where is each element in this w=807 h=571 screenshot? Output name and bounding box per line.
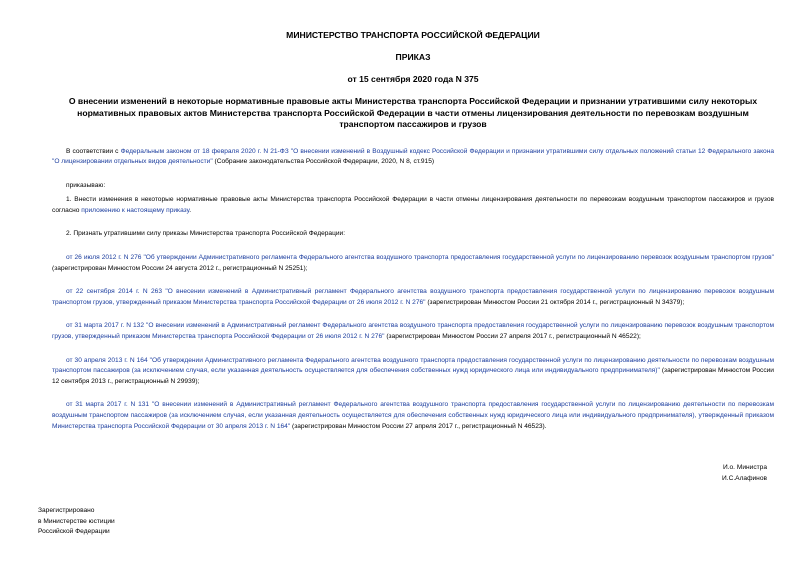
doc-type-heading: ПРИКАЗ (395, 52, 431, 62)
repealed-act-1-link[interactable]: от 26 июля 2012 г. N 276 "Об утверждении Административного регламента Федерального агентства воздушного транспорта предоставления государственной услуги по лицензированию перевозок воздушным транспортом грузов" (66, 254, 774, 262)
document-title: О внесении изменений в некоторые нормативные правовые акты Министерства транспорта Российской Федерации и признании утратившими силу некоторых нормативных правовых актов Министерства транспорта Российской Федерации в части отмены лицензирования деятельности по перевозкам воздушным транспортом пассажиров и грузов (68, 96, 758, 129)
repealed-act-5-registration: (зарегистрирован Минюстом России 27 апреля 2017 г., регистрационный N 46523). (290, 422, 547, 430)
repealed-act-2 (52, 287, 774, 308)
item-1-end: . (189, 206, 192, 214)
ministry-heading: МИНИСТЕРСТВО ТРАНСПОРТА РОССИЙСКОЙ ФЕДЕРАЦИИ (286, 30, 540, 40)
registration-line-3: Российской Федерации (38, 528, 110, 535)
preamble-paragraph (52, 147, 774, 168)
signature-position: И.о. Министра (722, 464, 767, 471)
signature-block (722, 463, 767, 484)
appendix-link[interactable]: приложению к настоящему приказу (81, 206, 190, 214)
item-1-text: 1. Внести изменения в некоторые нормативные правовые акты Министерства транспорта Российской Федерации в части отмены лицензирования деятельности по перевозкам воздушным транспортом пассажиров и грузов согласно (52, 196, 774, 214)
repealed-act-3-registration: (зарегистрирован Минюстом России 27 апреля 2017 г., регистрационный N 46522); (384, 333, 641, 341)
repealed-act-3 (52, 321, 774, 342)
repealed-act-1-registration: (зарегистрирован Минюстом России 24 августа 2012 г., регистрационный N 25251); (52, 264, 308, 272)
order-word: приказываю: (66, 181, 106, 189)
repealed-act-2-registration: (зарегистрирован Минюстом России 21 октября 2014 г., регистрационный N 34379); (425, 298, 685, 306)
item-2-paragraph: 2. Признать утратившими силу приказы Министерства транспорта Российской Федерации: (66, 230, 346, 238)
document-page (52, 30, 774, 432)
registration-line-2: в Министерстве юстиции (38, 517, 115, 525)
preamble-text-start: В соответствии с (66, 147, 121, 155)
repealed-act-5 (52, 400, 774, 432)
repealed-act-2-link[interactable]: от 22 сентября 2014 г. N 263 "О внесении изменений в Административный регламент Федерального агентства воздушного транспорта предоставления государственной услуги по лицензированию перевозок воздушным транспортом грузов, утвержденный приказом Министерства транспорта Российской Федерации от 26 июля 2012 г. N 276" (52, 288, 774, 306)
repealed-act-5-link[interactable]: от 31 марта 2017 г. N 131 "О внесении изменений в Административный регламент Федерального агентства воздушного транспорта предоставления государственной услуги по лицензированию деятельности по перевозкам воздушным транспортом пассажиров (за исключением случая, если указанная деятельность осуществляется для обеспечения собственных нужд юридического лица или индивидуального предпринимателя), утвержденный приказом Министерства транспорта Российской Федерации от 30 апреля 2013 г. N 164" (52, 401, 774, 430)
item-1-paragraph (52, 195, 774, 216)
signature-name: И.С.Алафинов (722, 474, 767, 482)
repealed-act-1 (52, 253, 774, 274)
preamble-text-end: (Собрание законодательства Российской Федерации, 2020, N 8, ст.915) (212, 158, 435, 166)
repealed-act-3-link[interactable]: от 31 марта 2017 г. N 132 "О внесении изменений в Административный регламент Федерального агентства воздушного транспорта предоставления государственной услуги по лицензированию перевозок воздушным транспортом грузов, утвержденный приказом Министерства транспорта Российской Федерации от 26 июля 2012 г. N 276" (52, 322, 774, 341)
repealed-act-4-link[interactable]: от 30 апреля 2013 г. N 164 "Об утверждении Административного регламента Федерального агентства воздушного транспорта предоставления государственной услуги по лицензированию деятельности по перевозкам воздушным транспортом пассажиров (за исключением случая, если указанная деятельность осуществляется для обеспечения собственных нужд юридического лица или индивидуального предпринимателя)" (52, 356, 774, 375)
repealed-act-4-registration: (зарегистрирован Минюстом России 12 сентября 2013 г., регистрационный N 29939); (52, 367, 774, 385)
repealed-act-4 (52, 356, 774, 388)
registration-line-1: Зарегистрировано (38, 507, 95, 514)
registration-block (38, 506, 115, 538)
date-number-heading: от 15 сентября 2020 года N 375 (347, 74, 479, 84)
federal-law-link[interactable]: Федеральным законом от 18 февраля 2020 г. N 21-ФЗ "О внесении изменений в Воздушный кодекс Российской Федерации и признании утратившими силу отдельных положений статьи 12 Федерального закона "О лицензировании отдельных видов деятельности" (52, 147, 775, 166)
